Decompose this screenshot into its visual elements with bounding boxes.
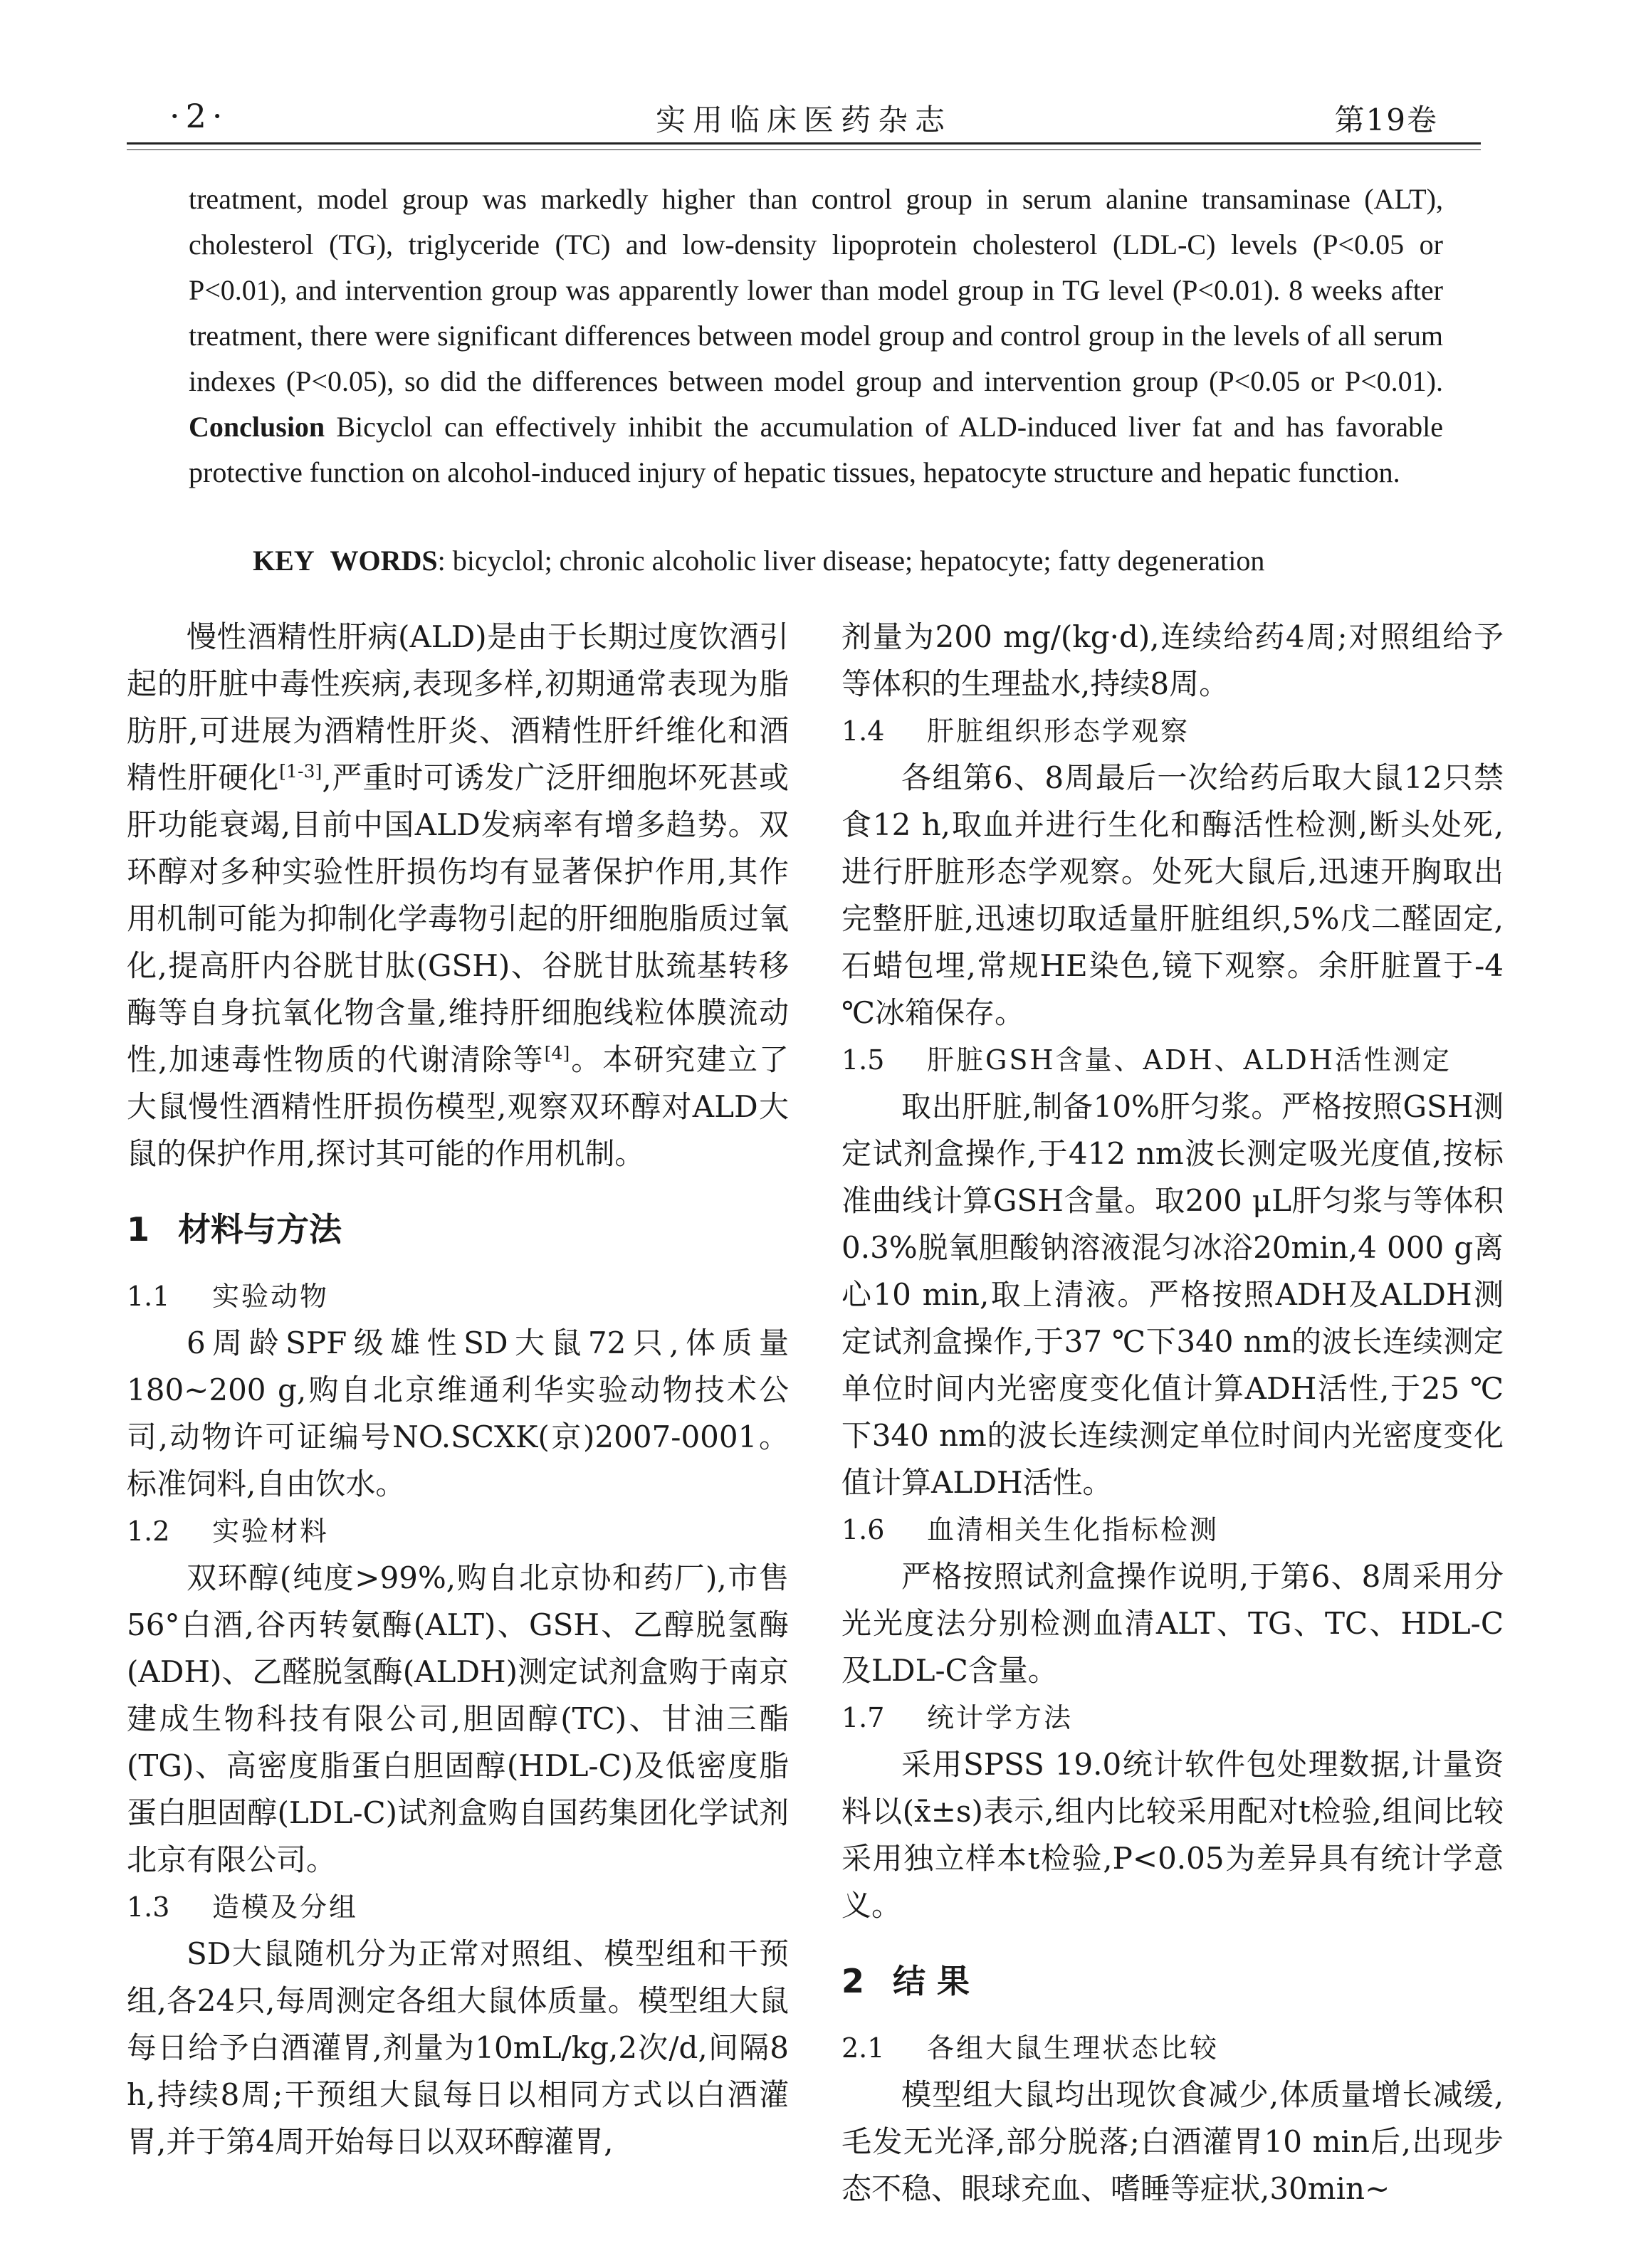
journal-title: 实用临床医药杂志	[655, 103, 952, 137]
subsection-number: 1.1	[127, 1281, 170, 1312]
subsection-number: 1.3	[127, 1891, 170, 1923]
section-title: 结 果	[893, 1962, 970, 2000]
volume-label: 第19卷	[1334, 103, 1438, 137]
section-heading-2	[841, 1958, 1504, 2005]
section-number: 2	[841, 1962, 865, 2000]
keywords-line	[253, 538, 1463, 584]
subsection-title: 统计学方法	[927, 1702, 1074, 1733]
subsection-heading-1-5	[841, 1036, 1504, 1083]
citation-ref-2: [4]	[544, 1043, 570, 1064]
abstract-conclusion-text: Bicyclol can effectively inhibit the accumulation of ALD-induced liver fat and has favorable protective function on alcohol-induced injury of hepatic tissues, hepatocyte structure and hepatic function.	[189, 411, 1443, 488]
subsection-title: 各组大鼠生理状态比较	[927, 2032, 1220, 2064]
subsection-heading-1-4	[841, 708, 1504, 755]
right-column	[841, 614, 1504, 2212]
subsection-heading-1-6	[841, 1506, 1504, 1553]
subsection-number: 1.4	[841, 715, 885, 747]
subsection-title: 实验动物	[212, 1281, 330, 1312]
intro-text-b: ,严重时可诱发广泛肝细胞坏死甚或肝功能衰竭,目前中国ALD发病率有增多趋势。双环醇对多种实验性肝损伤均有显著保护作用,其作用机制可能为抑制化学毒物引起的肝细胞脂质过氧化,提高肝内谷胱甘肽(GSH)、谷胱甘肽巯基转移酶等自身抗氧化物含量,维持肝细胞线粒体膜流动性,加速毒性物质的代谢清除等	[127, 760, 789, 1077]
subsection-title: 造模及分组	[212, 1891, 359, 1923]
section-heading-1	[127, 1206, 789, 1253]
abstract-paragraph	[189, 177, 1443, 495]
header-rule-thin	[127, 149, 1481, 150]
section-title: 材料与方法	[178, 1210, 342, 1249]
paragraph-1-2: 双环醇(纯度>99%,购自北京协和药厂),市售56°白酒,谷丙转氨酶(ALT)、GSH、乙醇脱氢酶(ADH)、乙醛脱氢酶(ALDH)测定试剂盒购于南京建成生物科技有限公司,胆固醇(TC)、甘油三酯(TG)、高密度脂蛋白胆固醇(HDL-C)及低密度脂蛋白胆固醇(LDL-C)试剂盒购自国药集团化学试剂北京有限公司。	[127, 1560, 789, 1877]
subsection-number: 1.5	[841, 1044, 885, 1076]
header-rule-thick	[127, 142, 1481, 145]
keywords-label: KEY WORDS	[253, 545, 438, 577]
paragraph-1-1: 6周龄SPF级雄性SD大鼠72只,体质量180~200 g,购自北京维通利华实验动物技术公司,动物许可证编号NO.SCXK(京)2007-0001。标准饲料,自由饮水。	[127, 1325, 789, 1501]
subsection-number: 1.2	[127, 1516, 170, 1547]
section-number: 1	[127, 1210, 150, 1249]
intro-paragraph	[127, 614, 789, 1177]
paragraph-1-7: 采用SPSS 19.0统计软件包处理数据,计量资料以(x̄±s)表示,组内比较采用配对t检验,组间比较采用独立样本t检验,P<0.05为差异具有统计学意义。	[841, 1747, 1504, 1923]
paragraph-1-4: 各组第6、8周最后一次给药后取大鼠12只禁食12 h,取血并进行生化和酶活性检测,断头处死,进行肝脏形态学观察。处死大鼠后,迅速开胸取出完整肝脏,迅速切取适量肝脏组织,5%戊二醛固定,石蜡包埋,常规HE染色,镜下观察。余肝脏置于-4 ℃冰箱保存。	[841, 760, 1504, 1030]
subsection-number: 1.6	[841, 1514, 885, 1545]
subsection-heading-2-1	[841, 2025, 1504, 2072]
paragraph-1-3: SD大鼠随机分为正常对照组、模型组和干预组,各24只,每周测定各组大鼠体质量。模型组大鼠每日给予白酒灌胃,剂量为10mL/kg,2次/d,间隔8 h,持续8周;干预组大鼠每日以相同方式以白酒灌胃,并于第4周开始每日以双环醇灌胃,	[127, 1936, 789, 2159]
subsection-number: 1.7	[841, 1702, 885, 1733]
paragraph-1-5: 取出肝脏,制备10%肝匀浆。严格按照GSH测定试剂盒操作,于412 nm波长测定吸光度值,按标准曲线计算GSH含量。取200 μL肝匀浆与等体积0.3%脱氧胆酸钠溶液混匀冰浴20min,4 000 g离心10 min,取上清液。严格按照ADH及ALDH测定试剂盒操作,于37 ℃下340 nm的波长连续测定单位时间内光密度变化值计算ADH活性,于25 ℃下340 nm的波长连续测定单位时间内光密度变化值计算ALDH活性。	[841, 1089, 1504, 1500]
paragraph-1-6: 严格按照试剂盒操作说明,于第6、8周采用分光光度法分别检测血清ALT、TG、TC、HDL-C及LDL-C含量。	[841, 1559, 1504, 1688]
conclusion-label: Conclusion	[189, 411, 325, 443]
subsection-title: 血清相关生化指标检测	[927, 1514, 1220, 1545]
page-number: ·2·	[169, 97, 229, 135]
abstract-results-text: treatment, model group was markedly higher than control group in serum alanine transaminase (ALT), cholesterol (TG), triglyceride (TC) and low-density lipoprotein cholesterol (LDL-C) levels (P<0.05 or P<0.01), and intervention group was apparently lower than model group in TG level (P<0.01). 8 weeks after treatment, there were significant differences between model group and control group in the levels of all serum indexes (P<0.05), so did the differences between model group and intervention group (P<0.05 or P<0.01).	[189, 183, 1443, 397]
left-column	[127, 614, 789, 2165]
english-abstract	[189, 177, 1443, 495]
paragraph-1-3-continued: 剂量为200 mg/(kg·d),连续给药4周;对照组给予等体积的生理盐水,持续8周。	[841, 619, 1504, 701]
subsection-title: 肝脏组织形态学观察	[927, 715, 1190, 747]
subsection-heading-1-1	[127, 1273, 789, 1320]
keywords-text: : bicyclol; chronic alcoholic liver disease; hepatocyte; fatty degeneration	[437, 545, 1265, 577]
subsection-heading-1-7	[841, 1694, 1504, 1741]
citation-ref-1: [1-3]	[279, 761, 323, 782]
subsection-heading-1-2	[127, 1508, 789, 1555]
running-header	[127, 84, 1481, 148]
subsection-title: 肝脏GSH含量、ADH、ALDH活性测定	[927, 1044, 1452, 1076]
intro-text-a: 慢性酒精性肝病(ALD)是由于长期过度饮酒引起的肝脏中毒性疾病,表现多样,初期通常表现为脂肪肝,可进展为酒精性肝炎、酒精性肝纤维化和酒精性肝硬化	[127, 619, 789, 795]
subsection-number: 2.1	[841, 2032, 885, 2064]
subsection-heading-1-3	[127, 1884, 789, 1931]
paragraph-2-1: 模型组大鼠均出现饮食减少,体质量增长减缓,毛发无光泽,部分脱落;白酒灌胃10 min后,出现步态不稳、眼球充血、嗜睡等症状,30min~	[841, 2077, 1504, 2206]
subsection-title: 实验材料	[212, 1516, 330, 1547]
intro-text-c: 。本研究建立了大鼠慢性酒精性肝损伤模型,观察双环醇对ALD大鼠的保护作用,探讨其可能的作用机制。	[127, 1042, 789, 1171]
